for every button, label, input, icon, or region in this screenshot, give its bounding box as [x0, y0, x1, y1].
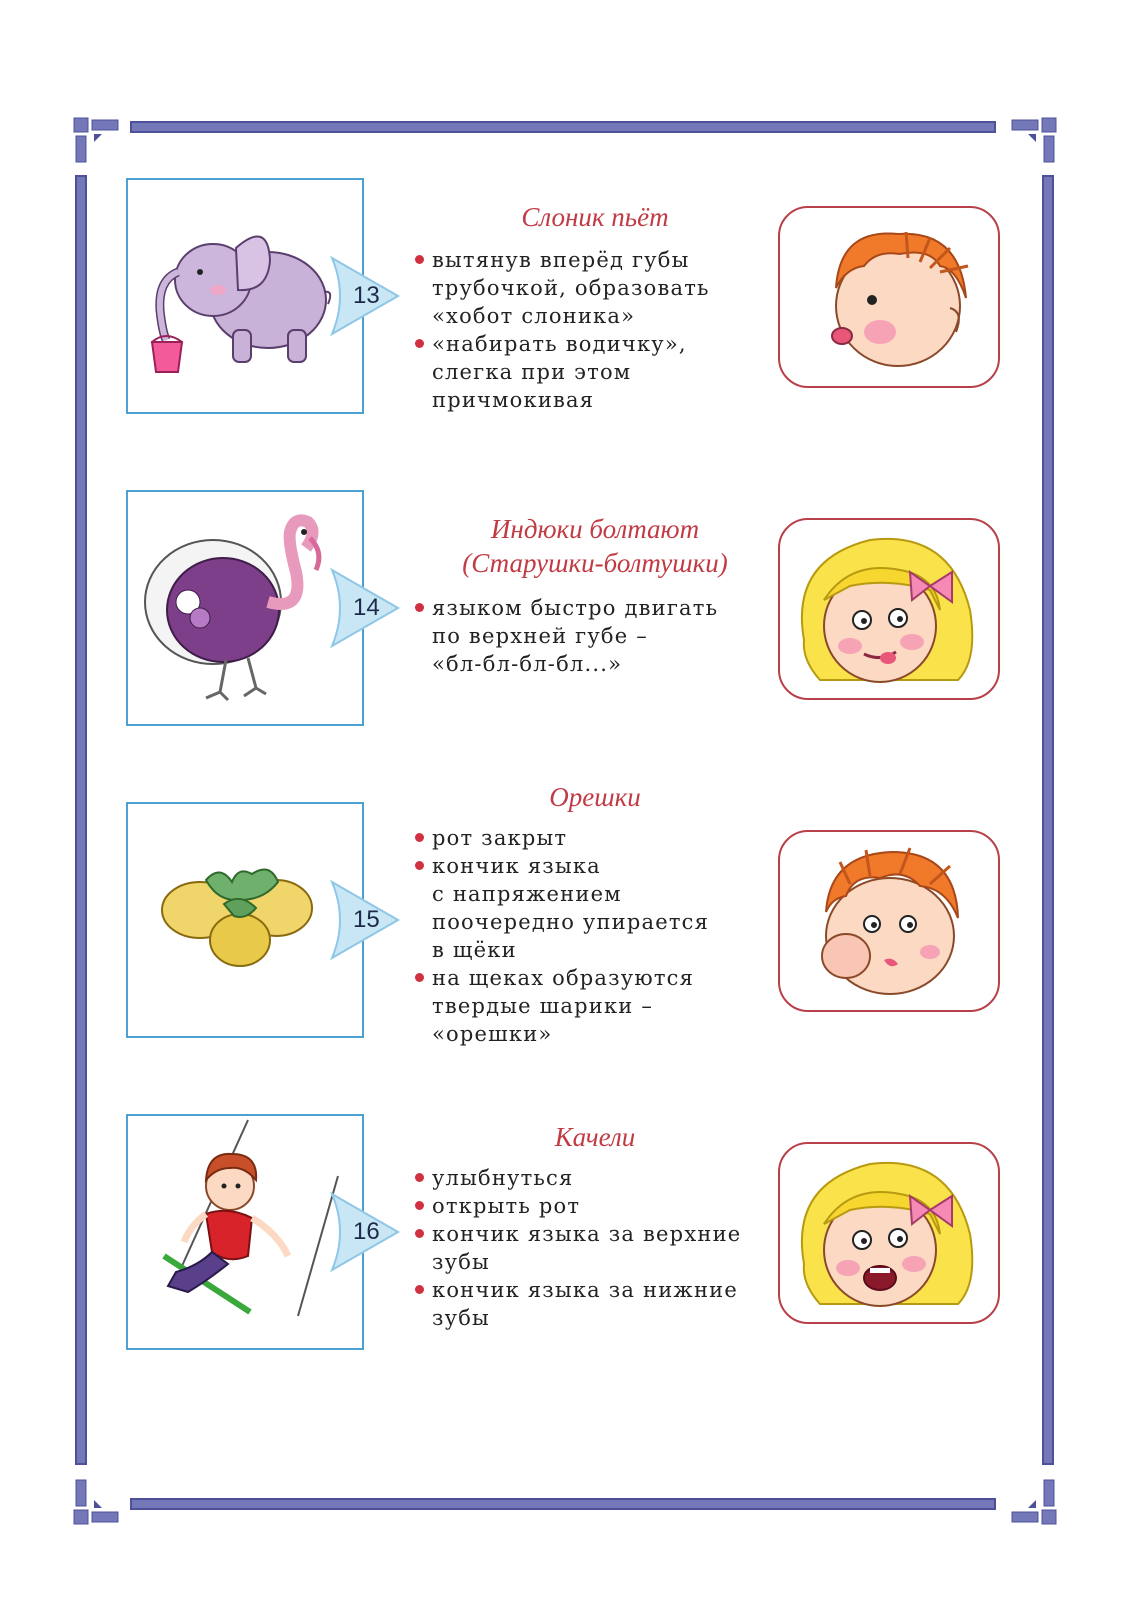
frame-bottom-bar	[130, 1498, 996, 1510]
illustration-box	[126, 178, 364, 414]
frame-corner-bottom-right-icon	[1008, 1476, 1058, 1526]
steps-list	[412, 246, 772, 414]
exercise-number: 15	[353, 906, 380, 933]
step-item: на щеках образуются твердые шарики – «орешки»	[412, 964, 772, 1048]
exercise-number: 16	[353, 1218, 380, 1245]
exercise-row	[0, 782, 1131, 1046]
illustration-box	[126, 802, 364, 1038]
illustration-box	[126, 490, 364, 726]
step-item: «набирать водичку», слегка при этом причмокивая	[412, 330, 772, 414]
illustration-box	[126, 1114, 364, 1350]
step-item: кончик языка с напряжением поочередно упирается в щёки	[412, 852, 772, 964]
girl-tongue-out-icon	[780, 520, 998, 698]
exercise-title: Качели	[554, 1122, 636, 1152]
boy-on-swing-icon	[128, 1116, 362, 1348]
face-illustration-box	[778, 206, 1000, 388]
frame-corner-top-left-icon	[72, 116, 122, 166]
steps-list	[412, 1164, 772, 1332]
exercise-title: Орешки	[549, 782, 641, 812]
step-item: языком быстро двигать по верхней губе – «бл-бл-бл-бл...»	[412, 594, 772, 678]
turkey-icon	[128, 492, 362, 724]
step-item: кончик языка за верхние зубы	[412, 1220, 772, 1276]
step-item: рот закрыт	[412, 824, 772, 852]
frame-corner-top-right-icon	[1008, 116, 1058, 166]
exercise-row	[0, 490, 1131, 730]
steps-list	[412, 594, 772, 678]
exercise-row	[0, 178, 1131, 418]
hazelnuts-icon	[128, 804, 362, 1036]
exercise-title: Слоник пьёт	[521, 202, 669, 232]
exercise-number: 14	[353, 594, 380, 621]
frame-top-bar	[130, 121, 996, 133]
exercise-number: 13	[353, 282, 380, 309]
exercise-row	[0, 1114, 1131, 1354]
exercise-title: Индюки болтают (Старушки-болтушки)	[462, 514, 728, 578]
steps-list	[412, 824, 772, 1048]
girl-mouth-open-icon	[780, 1144, 998, 1322]
face-illustration-box	[778, 1142, 1000, 1324]
face-illustration-box	[778, 830, 1000, 1012]
step-item: открыть рот	[412, 1192, 772, 1220]
boy-lips-pursed-icon	[780, 208, 998, 386]
frame-corner-bottom-left-icon	[72, 1476, 122, 1526]
elephant-drinking-icon	[128, 180, 362, 412]
step-item: вытянув вперёд губы трубочкой, образовать «хобот слоника»	[412, 246, 772, 330]
step-item: кончик языка за нижние зубы	[412, 1276, 772, 1332]
boy-cheek-puffed-icon	[780, 832, 998, 1010]
face-illustration-box	[778, 518, 1000, 700]
step-item: улыбнуться	[412, 1164, 772, 1192]
